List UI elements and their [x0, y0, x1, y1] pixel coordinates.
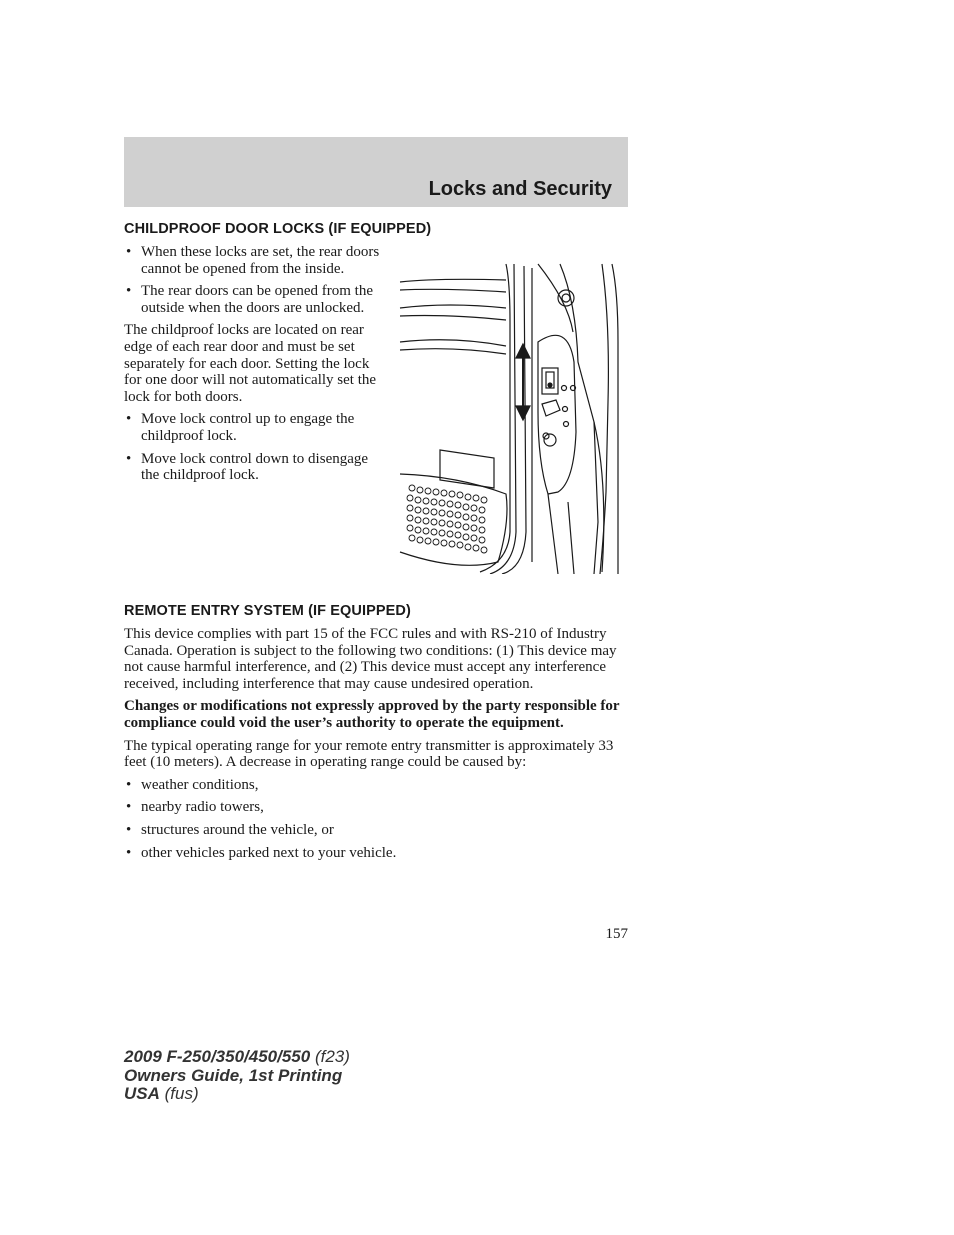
childproof-bullets-top [124, 244, 380, 316]
footer-line-1 [124, 1048, 350, 1067]
remote-entry-body [124, 626, 628, 867]
footer-line-3 [124, 1085, 350, 1104]
list-item: • nearby radio towers, [124, 799, 628, 816]
childproof-heading: CHILDPROOF DOOR LOCKS (IF EQUIPPED) [124, 221, 432, 237]
remote-entry-heading: REMOTE ENTRY SYSTEM (IF EQUIPPED) [124, 603, 411, 619]
list-item: • structures around the vehicle, or [124, 822, 628, 839]
list-item: • Move lock control down to disengage the childproof lock. [124, 451, 380, 484]
range-paragraph: The typical operating range for your remote entry transmitter is approximately 33 feet (10 meters). A decrease in operating range could be caused by: [124, 737, 614, 771]
fcc-paragraph: This device complies with part 15 of the FCC rules and with RS-210 of Industry Canada. Operation is subject to the following two conditions: (1) This device may not cause harmful interference, and (2) This device must accept any interference received, including interference that may cause undesired operation. [124, 626, 617, 692]
range-causes-list [124, 777, 628, 861]
header-band [124, 137, 628, 207]
list-item: • weather conditions, [124, 777, 628, 794]
warning-paragraph: Changes or modifications not expressly approved by the party responsible for compliance could void the user’s authority to operate the equipment. [124, 698, 620, 731]
childproof-paragraph: The childproof locks are located on rear edge of each rear door and must be set separately for each door. Setting the lock for one door will not automatically set the lock for both doors. [124, 322, 377, 405]
childproof-bullets-bottom [124, 411, 380, 483]
page-section-title: Locks and Security [428, 178, 612, 200]
footer-model-code: (f23) [310, 1047, 350, 1066]
footer-market: USA [124, 1084, 160, 1103]
page-number: 157 [605, 926, 628, 942]
list-item: • When these locks are set, the rear doors cannot be opened from the inside. [124, 244, 380, 277]
childproof-lock-illustration [398, 262, 620, 574]
list-item: • other vehicles parked next to your vehicle. [124, 845, 628, 862]
document-footer [124, 1048, 350, 1104]
footer-line-2: Owners Guide, 1st Printing [124, 1065, 343, 1085]
list-item: • The rear doors can be opened from the outside when the doors are unlocked. [124, 283, 380, 316]
footer-market-code: (fus) [159, 1084, 199, 1103]
childproof-body [124, 244, 380, 490]
list-item: • Move lock control up to engage the childproof lock. [124, 411, 380, 444]
footer-model: 2009 F-250/350/450/550 [124, 1047, 311, 1066]
